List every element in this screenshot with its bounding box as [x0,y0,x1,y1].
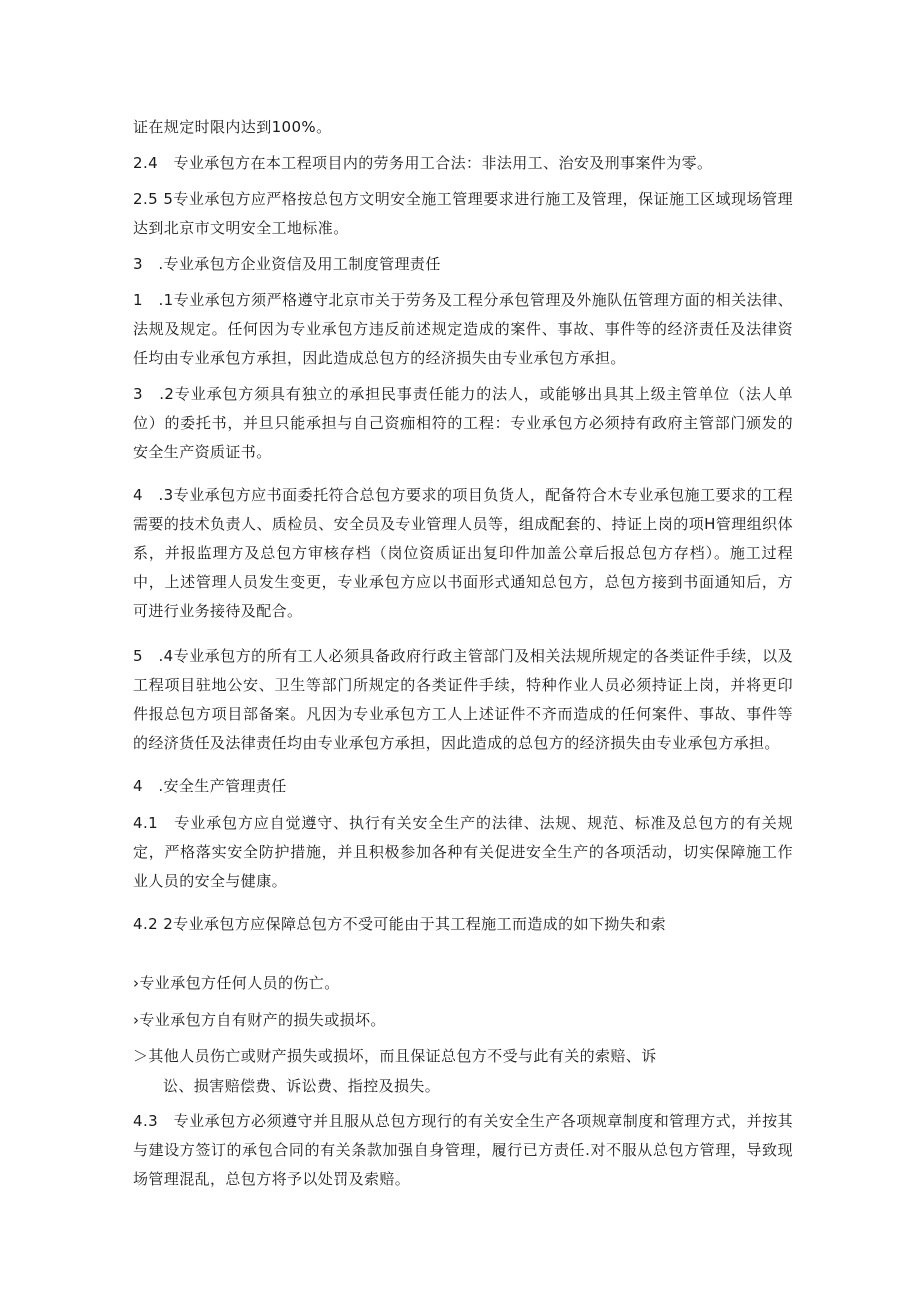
paragraph-3-1: 1 .1专业承包方须严格遵守北京市关于劳务及工程分承包管理及外施队伍管理方面的相关法律、法规及规定。任何因为专业承包方违反前述规定造成的案件、事故、事件等的经济责任及法律资任均由专业承包方承担，因此造成总包方的经济损失由专业承包方承担。 [133,291,793,367]
section-3-heading: 3 .专业承包方企业资信及用工制度管理责任 [133,255,441,273]
paragraph-2-4: 2.4 专业承包方在本工程项目内的劳务用工合法：非法用工、治安及刑事案件为零。 [133,154,713,172]
section-4-heading: 4 .安全生产管理责任 [133,777,287,795]
bullet-item: ＞其他人员伤亡或财产损失或损坏，而且保证总包方不受与此有关的索赔、诉 [133,1047,657,1065]
bullet-item-continuation: 讼、损害赔偿费、诉讼费、指控及损失。 [163,1077,441,1095]
bullet-item: ›专业承包方自有财产的损失或损坏。 [133,1011,386,1029]
paragraph-3-4: 5 .4专业承包方的所有工人必须具备政府行政主管部门及相关法规所规定的各类证件手续，以及工程项目驻地公安、卫生等部门所规定的各类证件手续，特种作业人员必须持证上岗，并将更印件报总包方项目部备案。凡因为专业承包方工人上述证件不齐而造成的任何案件、事故、事件等的经济货任及法律责任均由专业承包方承担，因此造成的总包方的经济损失由专业承包方承担。 [133,647,793,752]
paragraph-3-3: 4 .3专业承包方应书面委托符合总包方要求的项目负货人，配备符合木专业承包施工要求的工程需要的技术负责人、质检员、安全员及专业管理人员等，组成配套的、持证上岗的项H管理组织体系，并报监理方及总包方审核存档（岗位资质证出复印件加盖公章后报总包方存档）。施工过程中，上述管理人员发生变更，专业承包方应以书面形式通知总包方，总包方接到书面通知后，方可进行业务接待及配合。 [133,486,793,620]
paragraph-4-1: 4.1 专业承包方应自觉遵守、执行有关安全生产的法律、法规、规范、标准及总包方的有关规定，严格落实安全防护措施，并且积极参加各种有关促进安全生产的各项活动，切实保障施工作业人员的安全与健康。 [133,814,793,890]
paragraph-2-5: 2.5 5专业承包方应严格按总包方文明安全施工管理要求进行施工及管理，保证施工区域现场管理达到北京市文明安全工地标准。 [133,190,793,237]
paragraph-3-2: 3 .2专业承包方须具有独立的承担民事责任能力的法人，或能够出具其上级主管单位（法人单位）的委托书，并旦只能承担与自己资痂相符的工程：专业承包方必须持有政府主管部门颁发的安全生产资质证书。 [133,385,793,461]
paragraph-4-3: 4.3 专业承包方必须遵守并且服从总包方现行的有关安全生产各项规章制度和管理方式，并按其与建设方签订的承包合同的有关条款加强自身管理，履行已方责任.对不服从总包方管理，导致现场管理混乱，总包方将予以处罚及索赔。 [133,1112,793,1188]
paragraph-4-2: 4.2 2专业承包方应保障总包方不受可能由于其工程施工而造成的如下拗失和索 [133,915,666,933]
paragraph-continuation: 证在规定时限内达到100%。 [133,118,332,136]
bullet-item: ›专业承包方任何人员的伤亡。 [133,974,340,992]
